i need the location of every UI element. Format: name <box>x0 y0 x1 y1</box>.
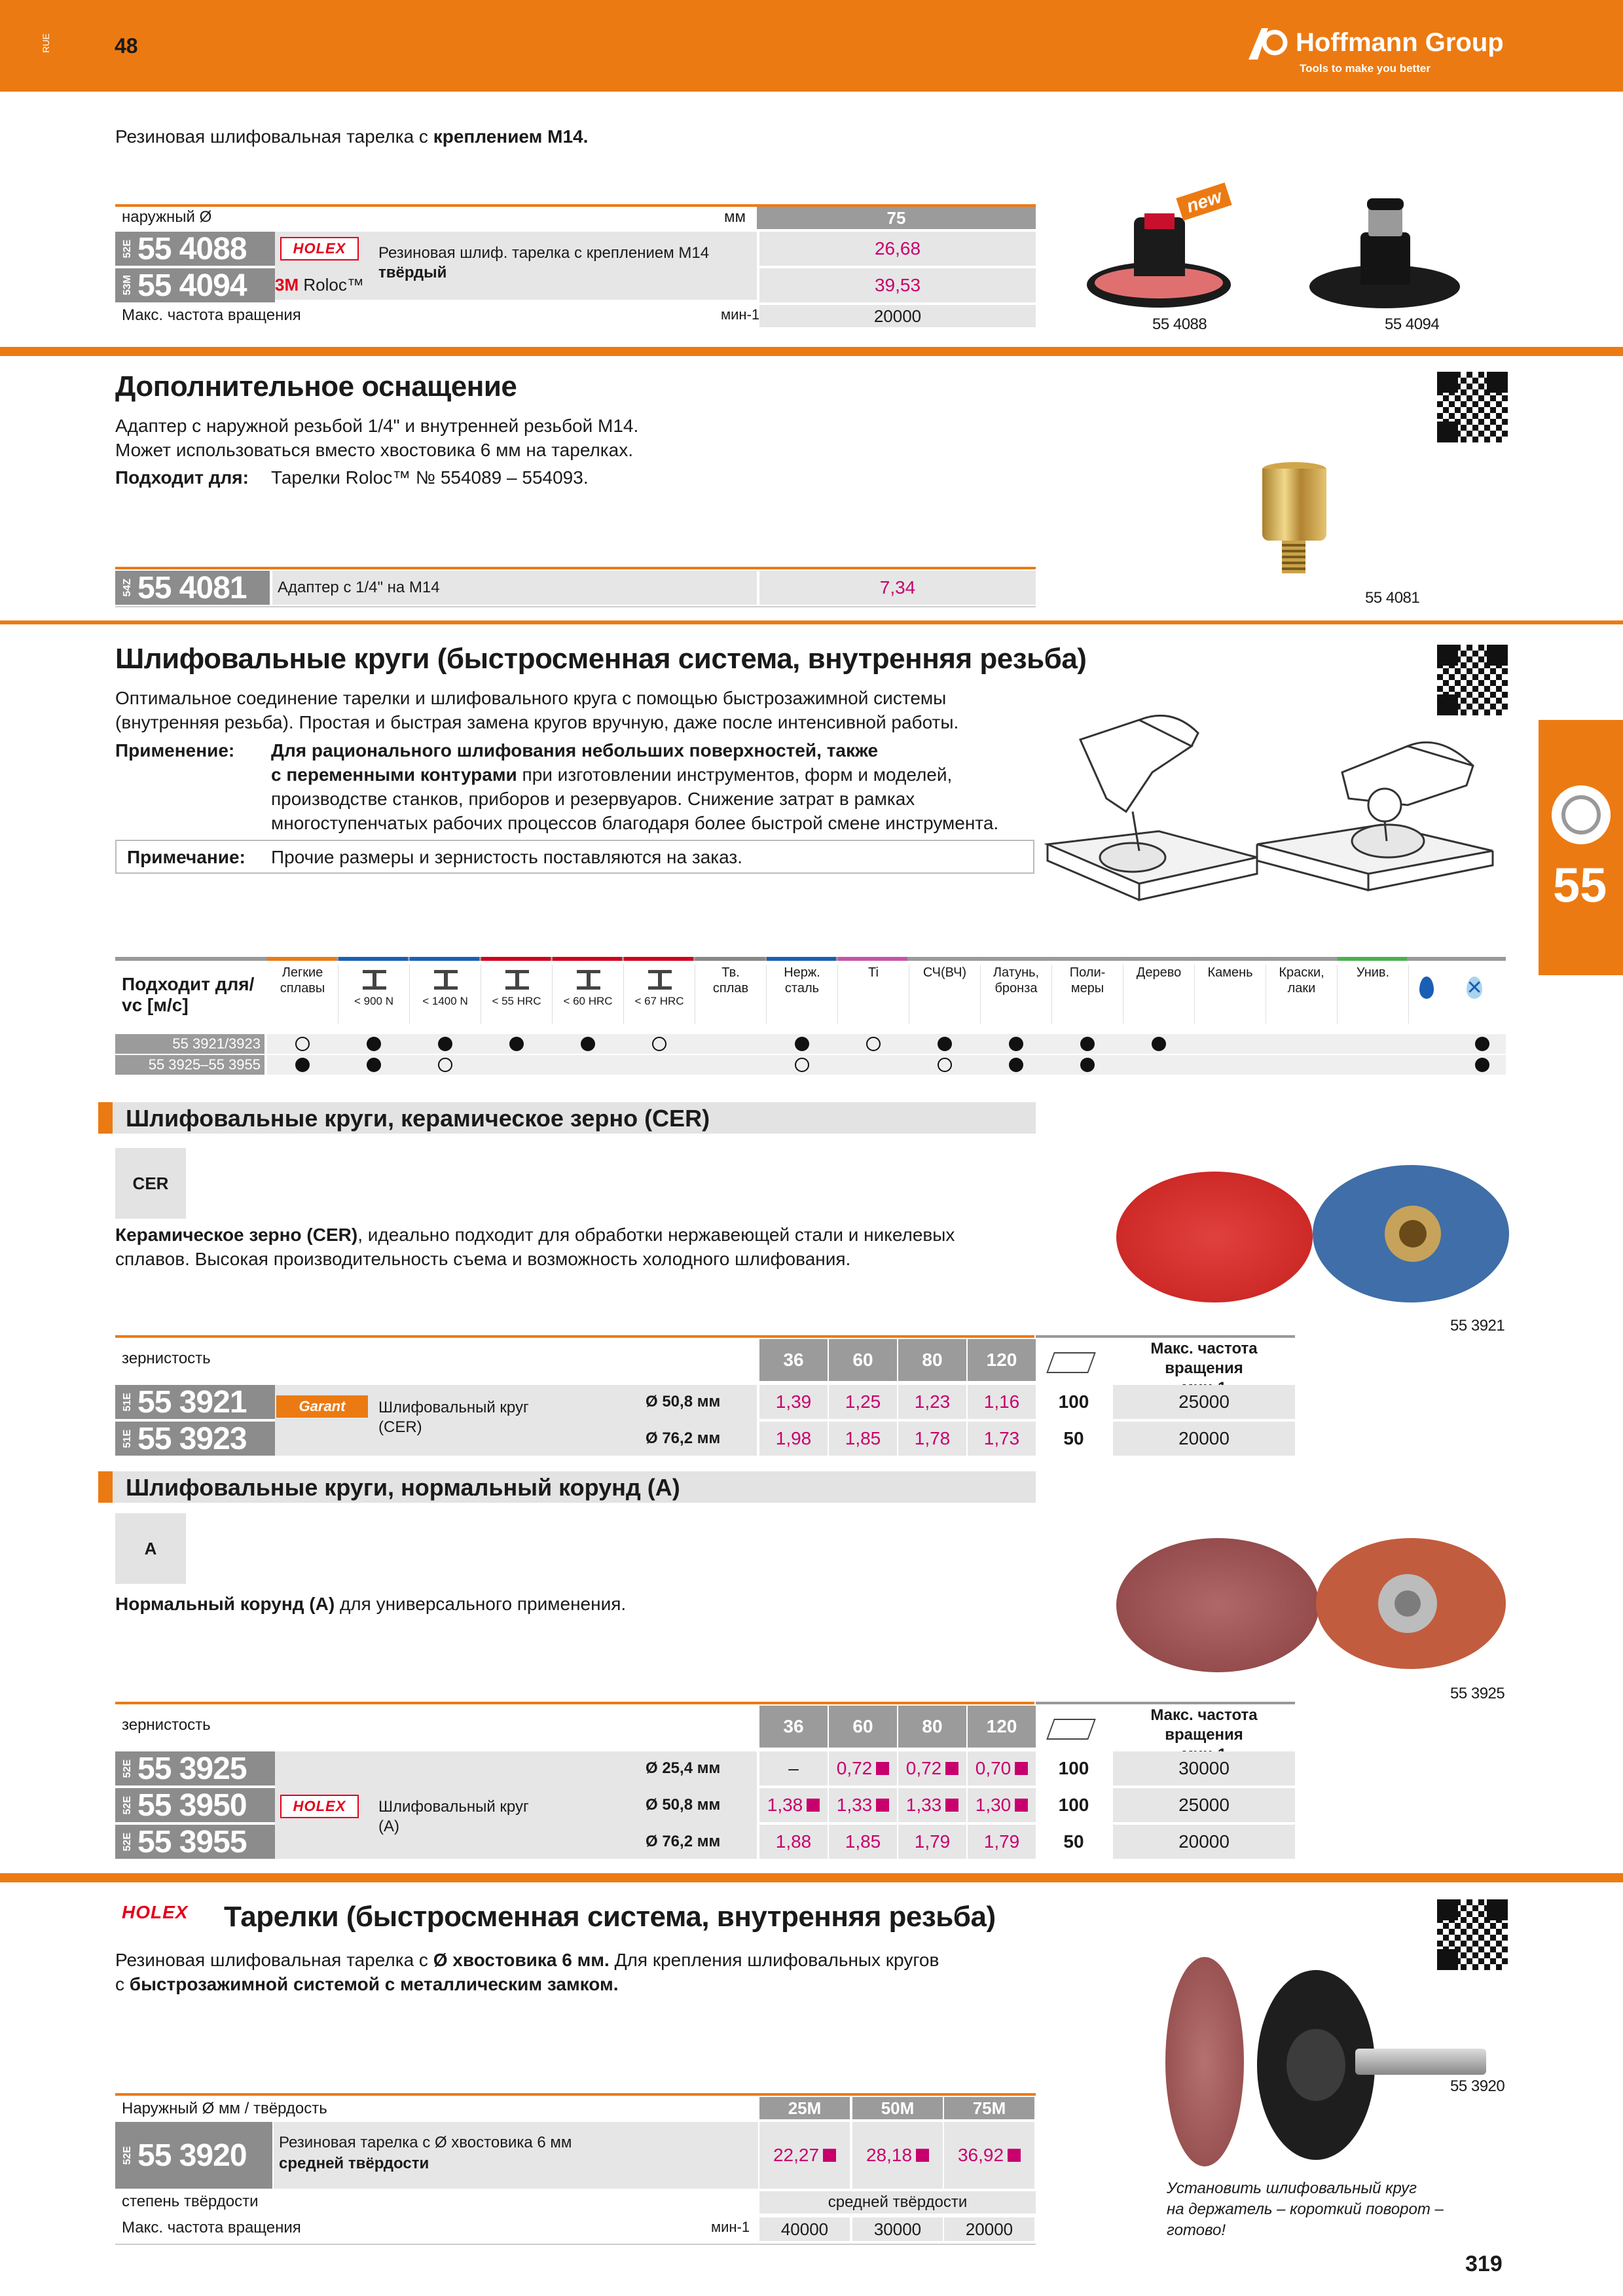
pack-qty: 50 <box>1063 1428 1084 1448</box>
matrix-mark <box>938 1058 952 1072</box>
matrix-col-header: < 60 HRC <box>553 965 624 1024</box>
price-cell: 1,30 <box>968 1788 1036 1822</box>
max-speed: 40000 <box>759 2217 850 2241</box>
divider <box>0 620 1623 624</box>
article-row[interactable]: 51E 55 3921 <box>115 1385 275 1419</box>
max-speed: 20000 <box>1113 1825 1295 1859</box>
alu-grit-label: зернистость <box>122 1716 211 1734</box>
cer-p1: Керамическое зерно (CER), идеально подходит для обработки нержавеющей стали и никелевых <box>115 1225 955 1245</box>
beam-icon <box>505 970 529 990</box>
s4-speed-label: Макс. частота вращения <box>122 2219 301 2236</box>
promo-square-icon <box>945 1799 958 1812</box>
promo-square-icon <box>916 2149 929 2162</box>
holex-logo: HOLEX <box>280 237 359 260</box>
s2-title: Дополнительное оснащение <box>115 370 517 403</box>
beam-icon <box>363 970 386 990</box>
matrix-col-bar <box>338 957 408 961</box>
max-speed: 20000 <box>1113 1422 1295 1456</box>
pack-icon <box>1046 1719 1096 1740</box>
image-55-3925 <box>1116 1532 1509 1682</box>
pack-qty: 50 <box>1063 1831 1084 1852</box>
matrix-col-bar <box>410 957 479 961</box>
matrix-mark <box>1009 1058 1023 1072</box>
matrix-col-bar <box>1338 957 1407 961</box>
matrix-col-bar <box>1266 957 1336 961</box>
matrix-col-bar <box>695 957 765 961</box>
cer-p2: сплавов. Высокая производительность съема и возможность холодного шлифования. <box>115 1249 851 1269</box>
s4-caption: Установить шлифовальный круг на держатель – короткий поворот – готово! <box>1167 2179 1444 2239</box>
holex-logo: HOLEX <box>280 1795 359 1818</box>
matrix-col-header: Камень <box>1195 965 1266 1024</box>
matrix-col-header: < 67 HRC <box>624 965 695 1024</box>
s3-p1: Оптимальное соединение тарелки и шлифовального круга с помощью быстрозажимной системы <box>115 688 947 708</box>
matrix-mark <box>1009 1037 1023 1051</box>
s3-app-label: Применение: <box>115 740 235 761</box>
s1-desc: Резиновая шлиф. тарелка с креплением M14 твёрдый <box>378 244 710 281</box>
price-cell: 0,72 <box>829 1751 897 1785</box>
matrix-col-header: < 55 HRC <box>481 965 553 1024</box>
price-55-4094: 39,53 <box>759 268 1036 302</box>
page-number-bottom: 319 <box>1465 2251 1503 2276</box>
s1-intro: Резиновая шлифовальная тарелка с креплением M14. <box>115 126 589 147</box>
s2-line2: Может использоваться вместо хвостовика 6 мм на тарелках. <box>115 440 634 460</box>
beam-icon <box>648 970 672 990</box>
matrix-col-header: Нерж. сталь <box>767 965 838 1024</box>
s3-note-label: Примечание: <box>127 847 246 867</box>
matrix-mark <box>1080 1058 1095 1072</box>
grit-header: 60 <box>829 1339 897 1381</box>
pack-qty: 100 <box>1058 1795 1089 1815</box>
s4-hdr-label: Наружный Ø мм / твёрдость <box>122 2100 327 2117</box>
beam-icon <box>577 970 600 990</box>
image-55-3921 <box>1116 1165 1509 1316</box>
matrix-col-header: Поли- меры <box>1052 965 1123 1024</box>
caption-55-3920: 55 3920 <box>1450 2077 1505 2095</box>
matrix-mark <box>795 1037 809 1051</box>
price-cell: 1,16 <box>968 1385 1036 1419</box>
hoffmann-logo-icon <box>1247 23 1293 62</box>
product-desc: Шлифовальный круг (A) <box>378 1798 529 1835</box>
max-speed: 25000 <box>1113 1385 1295 1419</box>
price-cell: 1,85 <box>829 1825 897 1859</box>
price-cell: 1,33 <box>829 1788 897 1822</box>
matrix-col-header: Краски, лаки <box>1266 965 1338 1024</box>
grit-header: 80 <box>898 1339 966 1381</box>
promo-square-icon <box>823 2149 836 2162</box>
diameter: Ø 50,8 мм <box>646 1393 721 1410</box>
matrix-mark <box>295 1037 310 1051</box>
dry-icon: ✕ <box>1466 977 1483 999</box>
matrix-mark <box>438 1058 452 1072</box>
price-cell: 1,78 <box>898 1422 966 1456</box>
max-speed: 20000 <box>944 2217 1034 2241</box>
s4-holex-logo: HOLEX <box>122 1902 189 1922</box>
promo-square-icon <box>876 1799 889 1812</box>
s3-app-text: Для рационального шлифования небольших поверхностей, также с переменными контурами при изготовлении инструментов, форм и моделей, производстве станков, приборов и резервуаров. Снижение затрат в рамках многоступенчатых рабочих процессов благодаря более быстрой смене инструмента. <box>271 740 999 833</box>
promo-square-icon <box>945 1762 958 1775</box>
divider <box>0 1873 1623 1882</box>
3m-logo: 3M Roloc™ <box>275 275 364 295</box>
speed-header: Макс. частота вращения <box>1150 1340 1258 1377</box>
caption-55-4094: 55 4094 <box>1385 315 1440 333</box>
new-badge: new <box>1176 183 1232 221</box>
divider <box>0 347 1623 356</box>
grit-header: 36 <box>759 1706 828 1748</box>
hardness-col: 50M <box>852 2097 943 2119</box>
matrix-col-bar <box>624 957 693 961</box>
s4-speed-unit: мин-1 <box>711 2219 750 2235</box>
hardness-col: 25M <box>759 2097 850 2119</box>
matrix-mark <box>367 1037 381 1051</box>
product-desc: Шлифовальный круг (CER) <box>378 1399 529 1436</box>
matrix-col-header: Тв. сплав <box>695 965 767 1024</box>
image-55-4081 <box>1256 458 1334 583</box>
matrix-mark <box>795 1058 809 1072</box>
alu-tag: A <box>115 1513 186 1584</box>
matrix-col-bar <box>267 957 337 961</box>
matrix-col-header: Дерево <box>1123 965 1195 1024</box>
grit-header: 36 <box>759 1339 828 1381</box>
matrix-col-bar <box>553 957 622 961</box>
section-number: 55 <box>1553 858 1607 912</box>
price-cell: 1,88 <box>759 1825 828 1859</box>
diameter: Ø 76,2 мм <box>646 1833 721 1850</box>
matrix-mark <box>1475 1037 1489 1051</box>
promo-square-icon <box>876 1762 889 1775</box>
grinder-illustration <box>1041 694 1499 916</box>
max-speed: 25000 <box>1113 1788 1295 1822</box>
price-cell: 1,23 <box>898 1385 966 1419</box>
side-tag: RUE <box>40 33 51 53</box>
caption-55-4088: 55 4088 <box>1152 315 1207 333</box>
brand-logo <box>1247 23 1504 62</box>
promo-square-icon <box>1015 1762 1028 1775</box>
matrix-col-header: Ti <box>838 965 909 1024</box>
water-icon <box>1419 977 1434 999</box>
garant-logo: Garant <box>276 1395 368 1418</box>
s4-hard-label: степень твёрдости <box>122 2193 259 2210</box>
diameter: Ø 76,2 мм <box>646 1429 721 1447</box>
matrix-col-header: Унив. <box>1338 965 1409 1024</box>
grit-header: 120 <box>968 1706 1036 1748</box>
caption-55-4081: 55 4081 <box>1365 589 1420 607</box>
s4-p2: с быстрозажимной системой с металлическим замком. <box>115 1974 619 1994</box>
s4-p1: Резиновая шлифовальная тарелка с Ø хвостовика 6 мм. Для крепления шлифовальных кругов <box>115 1950 939 1970</box>
max-speed: 30000 <box>852 2217 943 2241</box>
price-cell: 1,39 <box>759 1385 828 1419</box>
caption-55-3925: 55 3925 <box>1450 1685 1505 1702</box>
s3-note-value: Прочие размеры и зернистость поставляются на заказ. <box>271 847 743 867</box>
grit-header: 80 <box>898 1706 966 1748</box>
max-speed: 30000 <box>1113 1751 1295 1785</box>
pack-qty: 100 <box>1058 1391 1089 1412</box>
matrix-mark <box>509 1037 524 1051</box>
promo-square-icon <box>807 1799 820 1812</box>
page-number-top: 48 <box>115 34 138 58</box>
price-cell: 1,25 <box>829 1385 897 1419</box>
price-cell: 1,98 <box>759 1422 828 1456</box>
matrix-col-header: Латунь, бронза <box>981 965 1052 1024</box>
matrix-mark <box>1475 1058 1489 1072</box>
qr-code-1[interactable] <box>1437 372 1508 442</box>
matrix-mark <box>367 1058 381 1072</box>
article-55-4094[interactable]: 53M 55 4094 <box>115 268 275 302</box>
price-cell: 1,33 <box>898 1788 966 1822</box>
brand-tagline: Tools to make you better <box>1300 62 1431 75</box>
matrix-col-header: < 900 N <box>338 965 410 1024</box>
alu-p1: Нормальный корунд (A) для универсального применения. <box>115 1594 627 1614</box>
matrix-row-label: 55 3925–55 3955 <box>115 1055 264 1075</box>
brand-name: Hoffmann Group <box>1296 27 1504 57</box>
s1-head-row: наружный Ø мм 75 <box>115 207 1036 229</box>
cer-grit-label: зернистость <box>122 1350 211 1367</box>
speed-header: Макс. частота вращения <box>1150 1706 1258 1744</box>
grinding-disc-icon <box>1552 785 1611 844</box>
beam-icon <box>434 970 458 990</box>
s2-line1: Адаптер с наружной резьбой 1/4" и внутренней резьбой M14. <box>115 416 639 436</box>
alu-bar: Шлифовальные круги, нормальный корунд (A) <box>98 1471 1036 1503</box>
matrix-mark <box>652 1037 666 1051</box>
matrix-col-bar <box>909 957 979 961</box>
matrix-col-bar <box>981 957 1050 961</box>
matrix-mark <box>938 1037 952 1051</box>
matrix-col-header: Легкие сплавы <box>267 965 338 1024</box>
matrix-mark <box>438 1037 452 1051</box>
section-tab[interactable] <box>1539 720 1623 975</box>
desc-55-3920: Резиновая тарелка с Ø хвостовика 6 мм средней твёрдости <box>274 2122 758 2189</box>
s4-title: Тарелки (быстросменная система, внутренняя резьба) <box>224 1901 996 1933</box>
article-55-4081[interactable]: 54Z 55 4081 <box>115 571 270 605</box>
article-55-3920[interactable]: 52E 55 3920 <box>115 2122 272 2189</box>
matrix-col-header: СЧ(ВЧ) <box>909 965 981 1024</box>
s4-hard-value: средней твёрдости <box>759 2191 1036 2214</box>
article-row[interactable]: 51E 55 3923 <box>115 1422 275 1456</box>
diameter: Ø 50,8 мм <box>646 1796 721 1814</box>
grit-header: 120 <box>968 1339 1036 1381</box>
article-55-4088[interactable]: 52E 55 4088 <box>115 232 275 266</box>
price-cell: 1,79 <box>898 1825 966 1859</box>
matrix-corner: Подходит для/ vc [м/с] <box>122 974 255 1015</box>
pack-qty: 100 <box>1058 1758 1089 1778</box>
matrix-col-bar <box>767 957 836 961</box>
promo-square-icon <box>1015 1799 1028 1812</box>
matrix-mark <box>581 1037 595 1051</box>
price-cell: 1,73 <box>968 1422 1036 1456</box>
matrix-col-bar <box>1052 957 1122 961</box>
matrix-col-header: < 1400 N <box>410 965 481 1024</box>
s3-title: Шлифовальные круги (быстросменная система, внутренняя резьба) <box>115 643 1087 675</box>
caption-55-3921: 55 3921 <box>1450 1317 1505 1335</box>
cer-bar: Шлифовальные круги, керамическое зерно (CER) <box>98 1102 1036 1134</box>
matrix-col-bar <box>1123 957 1193 961</box>
cer-tag: CER <box>115 1148 186 1219</box>
diameter: Ø 25,4 мм <box>646 1759 721 1777</box>
s2-fit: Подходит для: Тарелки Roloc™ № 554089 – 554093. <box>115 467 589 488</box>
price-cell: – <box>759 1751 828 1785</box>
price-cell: 36,92 <box>944 2122 1034 2189</box>
matrix-col-bar <box>1195 957 1264 961</box>
pack-icon <box>1046 1352 1096 1373</box>
desc-55-4081: Адаптер с 1/4" на M14 <box>272 571 757 605</box>
matrix-col-bar <box>481 957 551 961</box>
price-cell: 0,72 <box>898 1751 966 1785</box>
image-55-4088 <box>1087 186 1244 314</box>
price-55-4088: 26,68 <box>759 232 1036 266</box>
price-cell: 1,38 <box>759 1788 828 1822</box>
image-55-4094 <box>1309 193 1467 311</box>
matrix-mark <box>1152 1037 1166 1051</box>
article-row[interactable]: 52E 55 3950 <box>115 1788 275 1822</box>
price-cell: 28,18 <box>852 2122 943 2189</box>
price-cell: 22,27 <box>759 2122 850 2189</box>
matrix-mark <box>1080 1037 1095 1051</box>
suitability-matrix <box>115 957 1506 1081</box>
article-row[interactable]: 52E 55 3955 <box>115 1825 275 1859</box>
article-row[interactable]: 52E 55 3925 <box>115 1751 275 1785</box>
matrix-mark <box>866 1037 881 1051</box>
s3-p2: (внутренняя резьба). Простая и быстрая замена кругов вручную, даже после интенсивной работы. <box>115 712 959 732</box>
grit-header: 60 <box>829 1706 897 1748</box>
image-55-3920 <box>1159 1957 1499 2173</box>
matrix-col-bar <box>838 957 907 961</box>
price-cell: 0,70 <box>968 1751 1036 1785</box>
price-cell: 1,85 <box>829 1422 897 1456</box>
matrix-mark <box>295 1058 310 1072</box>
price-55-4081: 7,34 <box>759 571 1036 605</box>
s1-speed-row: Макс. частота вращения мин-1 20000 <box>115 305 1036 327</box>
promo-square-icon <box>1008 2149 1021 2162</box>
matrix-row-label: 55 3921/3923 <box>115 1034 264 1054</box>
hardness-col: 75M <box>944 2097 1034 2119</box>
price-cell: 1,79 <box>968 1825 1036 1859</box>
